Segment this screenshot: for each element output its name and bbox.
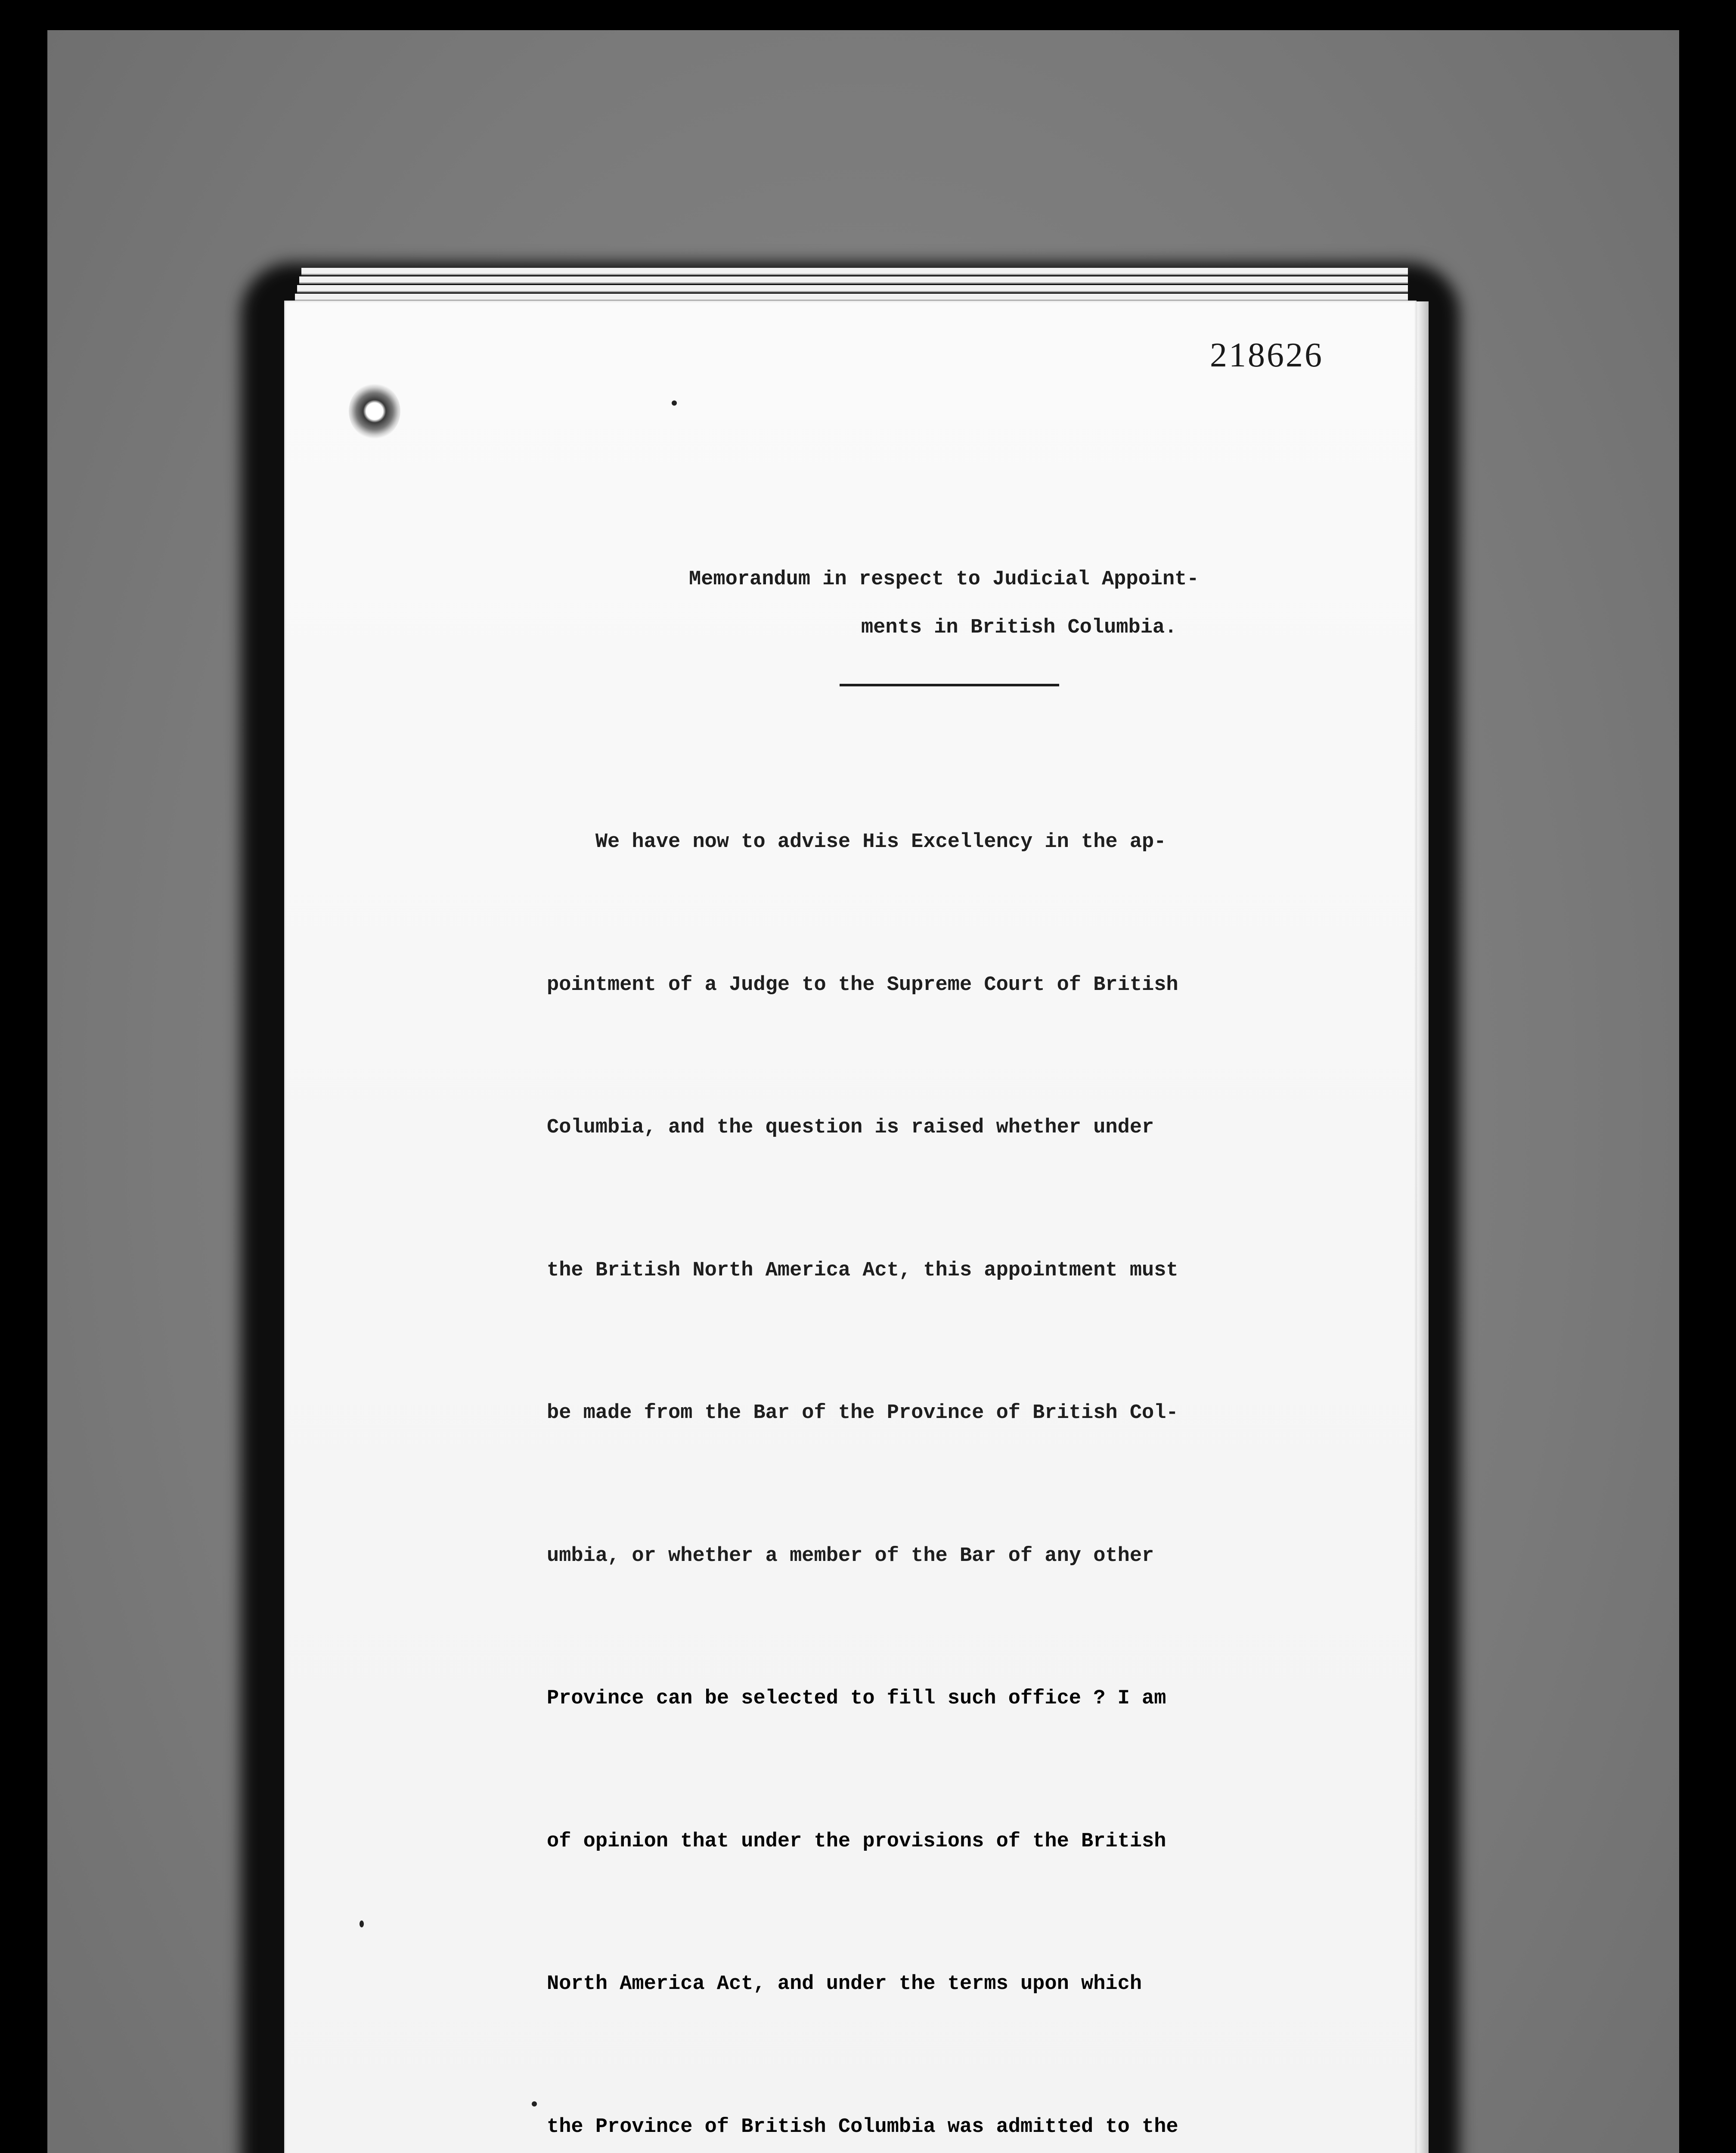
memorandum-body bbox=[547, 723, 1313, 2153]
memorandum-title bbox=[560, 555, 1335, 652]
page-number: 218626 bbox=[1210, 336, 1324, 374]
stacked-page-edge bbox=[297, 285, 1408, 292]
stacked-page-edge bbox=[299, 276, 1408, 284]
title-line: ments in British Columbia. bbox=[861, 616, 1177, 639]
ink-speck bbox=[360, 1920, 364, 1927]
ink-speck bbox=[532, 2101, 537, 2106]
body-line: the Province of British Columbia was admitted to the bbox=[547, 2115, 1178, 2138]
body-line: North America Act, and under the terms upon which bbox=[547, 1973, 1142, 1995]
body-line: the British North America Act, this appointment must bbox=[547, 1259, 1178, 1282]
body-line: umbia, or whether a member of the Bar of any other bbox=[547, 1544, 1154, 1567]
punch-hole bbox=[349, 383, 400, 439]
body-line: Province can be selected to fill such office ? I am bbox=[547, 1687, 1166, 1710]
body-line: pointment of a Judge to the Supreme Court of British bbox=[547, 973, 1178, 996]
stacked-page-edge bbox=[295, 294, 1408, 301]
body-line: of opinion that under the provisions of the British bbox=[547, 1830, 1166, 1853]
stacked-page-edge bbox=[301, 268, 1408, 275]
body-line: Columbia, and the question is raised whether under bbox=[547, 1116, 1154, 1139]
body-line: We have now to advise His Excellency in the ap- bbox=[547, 831, 1166, 853]
ink-speck bbox=[672, 400, 677, 406]
body-line: be made from the Bar of the Province of British Col- bbox=[547, 1402, 1178, 1424]
title-underline bbox=[840, 684, 1059, 686]
title-line: Memorandum in respect to Judicial Appoint- bbox=[689, 568, 1199, 591]
